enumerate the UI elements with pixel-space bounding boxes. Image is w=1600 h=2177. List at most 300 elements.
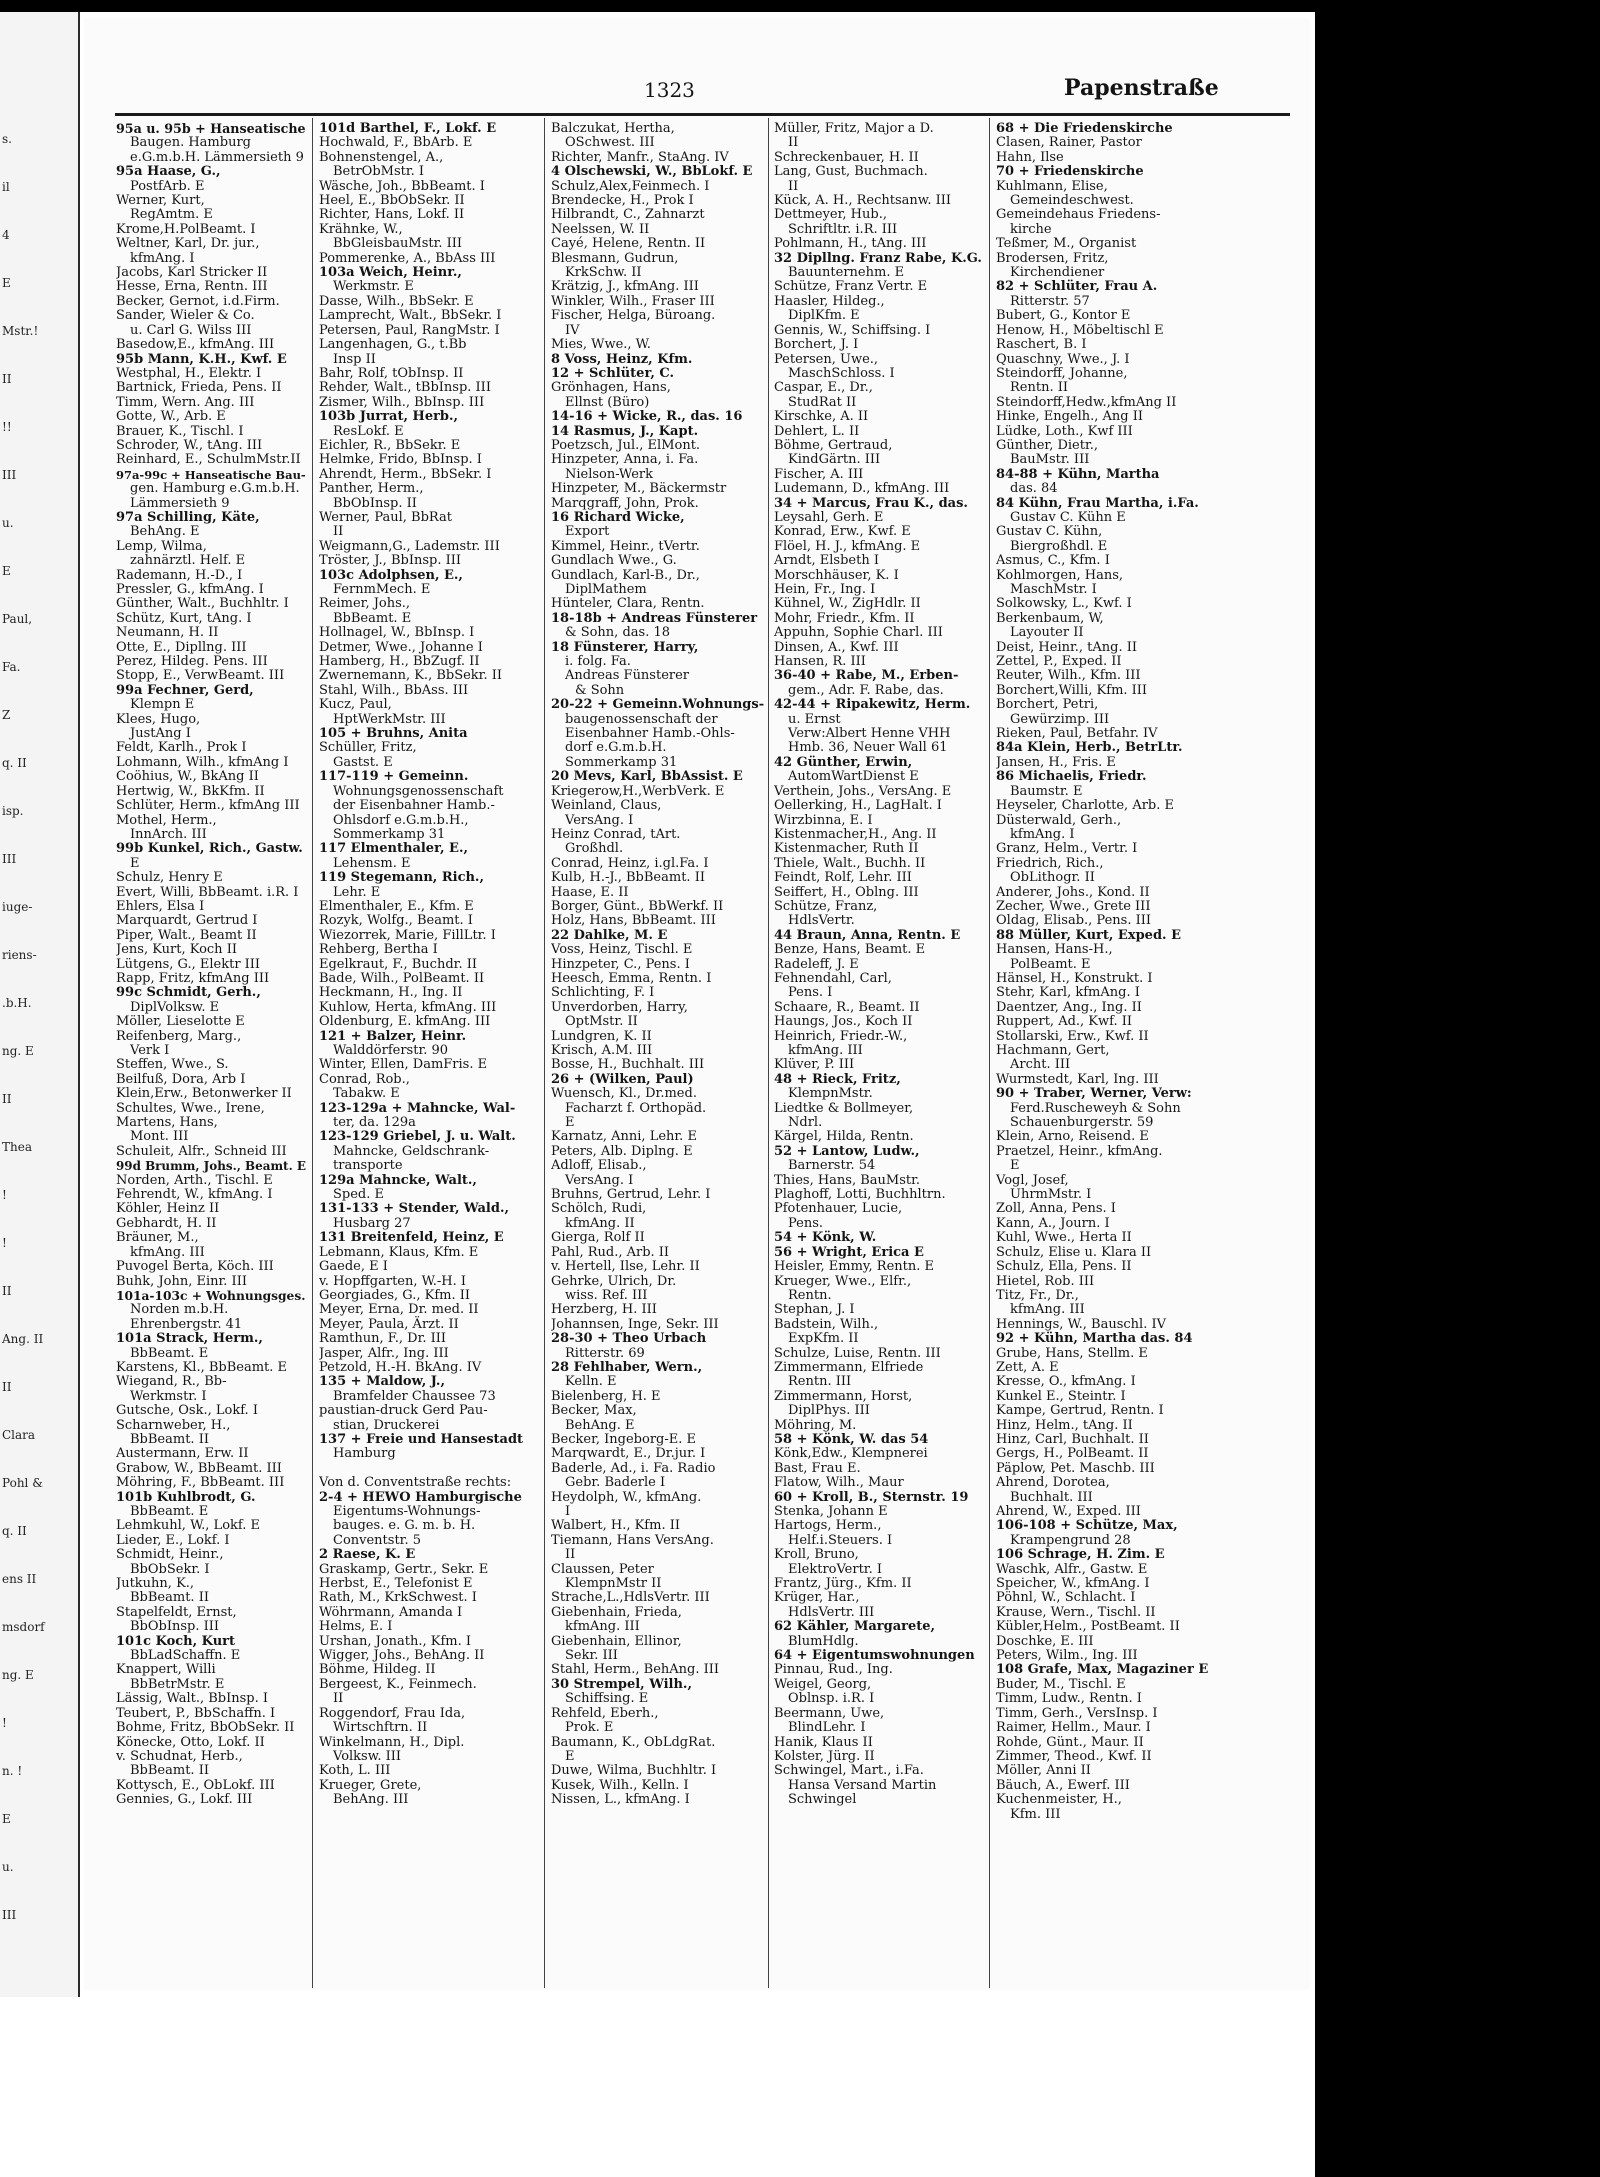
directory-entry: kfmAng. I	[130, 250, 195, 266]
directory-entry: Caspar, E., Dr.,	[774, 380, 873, 396]
directory-entry: 101c Koch, Kurt	[116, 1633, 235, 1649]
directory-entry: Hansen, R. III	[774, 654, 866, 670]
directory-entry: 84a Klein, Herb., BetrLtr.	[996, 740, 1183, 756]
adjacent-page-fragment: s.	[2, 132, 12, 146]
directory-entry: 84 Kühn, Frau Martha, i.Fa.	[996, 495, 1199, 511]
directory-entry: Koth, L. III	[319, 1763, 391, 1779]
directory-entry: Düsterwald, Gerh.,	[996, 812, 1122, 828]
column-1	[116, 122, 306, 1992]
directory-entry: Karnatz, Anni, Lehr. E	[551, 1129, 697, 1145]
directory-entry: Poetzsch, Jul., ElMont.	[551, 437, 701, 453]
directory-entry: Hansen, Hans-H.,	[996, 942, 1113, 958]
directory-entry: 68 + Die Friedenskirche	[996, 122, 1173, 136]
directory-entry: Zettel, P., Exped. II	[996, 654, 1122, 670]
directory-entry: StudRat II	[788, 394, 857, 410]
column-divider	[544, 118, 545, 1988]
directory-entry: Stehr, Karl, kfmAng. I	[996, 985, 1140, 1001]
directory-entry: Eichler, R., BbSekr. E	[319, 437, 461, 453]
directory-entry: Kolster, Jürg. II	[774, 1748, 875, 1764]
directory-entry: Wirzbinna, E. I	[774, 812, 873, 828]
directory-entry: Verk I	[130, 1043, 170, 1058]
directory-entry: Mohr, Friedr., Kfm. II	[774, 610, 915, 626]
directory-entry: Gutsche, Osk., Lokf. I	[116, 1403, 258, 1419]
directory-entry: Kelln. E	[565, 1374, 617, 1390]
directory-entry: ObLithogr. II	[1010, 870, 1095, 886]
directory-entry: Lang, Gust, Buchmach.	[774, 164, 928, 180]
directory-entry: Reimer, Johs.,	[319, 596, 411, 612]
directory-entry: Quaschny, Wwe., J. I	[996, 351, 1130, 367]
directory-entry: Schulz, Elise u. Klara II	[996, 1244, 1152, 1260]
directory-entry: Basedow,E., kfmAng. III	[116, 337, 275, 353]
directory-entry: Norden, Arth., Tischl. E	[116, 1172, 273, 1188]
directory-entry: Meyer, Erna, Dr. med. II	[319, 1302, 479, 1318]
directory-entry: Ahrendt, Herm., BbSekr. I	[319, 466, 492, 482]
directory-entry: Brauer, K., Tischl. I	[116, 423, 244, 439]
directory-entry: Kück, A. H., Rechtsanw. III	[774, 193, 952, 209]
directory-entry: der Eisenbahner Hamb.-	[333, 798, 495, 814]
directory-entry: Bubert, G., Kontor E	[996, 308, 1131, 324]
directory-entry: Feldt, Karlh., Prok I	[116, 740, 247, 756]
directory-entry: Hamberg, H., BbZugf. II	[319, 654, 480, 670]
directory-entry: Nissen, L., kfmAng. I	[551, 1792, 690, 1808]
directory-entry: Oldenburg, E. kfmAng. III	[319, 1014, 491, 1030]
directory-entry: Heckmann, H., Ing. II	[319, 985, 463, 1001]
directory-entry: Zimmermann, Horst,	[774, 1388, 913, 1404]
directory-entry: Insp II	[333, 351, 376, 367]
directory-entry: Walbert, H., Kfm. II	[551, 1518, 680, 1534]
directory-entry: Verthein, Johs., VersAng. E	[774, 783, 952, 799]
directory-entry: u. Ernst	[788, 711, 841, 727]
directory-entry: Bartnick, Frieda, Pens. II	[116, 380, 282, 396]
directory-entry: Gustav C. Kühn,	[996, 524, 1103, 540]
directory-entry: kfmAng. III	[130, 1244, 205, 1260]
directory-entry: Borchert,Willi, Kfm. III	[996, 682, 1148, 698]
directory-entry: Appuhn, Sophie Charl. III	[774, 625, 943, 641]
directory-entry: Wiezorrek, Marie, FillLtr. I	[319, 927, 496, 943]
directory-entry: i. folg. Fa.	[565, 654, 631, 670]
directory-entry: Peters, Alb. Diplng. E	[551, 1143, 693, 1159]
directory-entry: Voss, Heinz, Tischl. E	[551, 942, 693, 958]
directory-entry: Böhme, Gertraud,	[774, 437, 893, 453]
directory-entry: Teubert, P., BbSchaffn. I	[116, 1705, 276, 1721]
directory-entry: Graskamp, Gertr., Sekr. E	[319, 1561, 489, 1577]
directory-entry: Roggendorf, Frau Ida,	[319, 1705, 466, 1721]
directory-entry: 86 Michaelis, Friedr.	[996, 769, 1147, 785]
directory-entry: 42 Günther, Erwin,	[774, 754, 913, 770]
directory-entry: Mothel, Herm.,	[116, 812, 217, 828]
directory-entry: Rieken, Paul, Betfahr. IV	[996, 726, 1158, 742]
directory-entry: JustAng I	[130, 726, 191, 742]
directory-entry: Granz, Helm., Vertr. I	[996, 841, 1138, 857]
directory-entry: 32 Dipllng. Franz Rabe, K.G.	[774, 250, 982, 266]
directory-entry: 117 Elmenthaler, E.,	[319, 841, 468, 857]
directory-entry: Klempn E	[130, 697, 195, 713]
directory-entry: 14 Rasmus, J., Kapt.	[551, 423, 699, 439]
directory-entry: Neelssen, W. II	[551, 221, 650, 237]
directory-entry: v. Schudnat, Herb.,	[116, 1748, 243, 1764]
directory-entry: Schulz, Henry E	[116, 870, 223, 886]
adjacent-page-fragment: isp.	[2, 804, 24, 818]
directory-entry: kfmAng. II	[565, 1215, 635, 1231]
directory-entry: Karstens, Kl., BbBeamt. E	[116, 1359, 288, 1375]
directory-entry: BehAng. E	[565, 1417, 635, 1433]
directory-entry: Steindorff, Johanne,	[996, 365, 1128, 381]
directory-entry: Kirchendiener	[1010, 265, 1105, 281]
directory-entry: 2 Raese, K. E	[319, 1547, 416, 1563]
directory-entry: zahnärztl. Helf. E	[130, 553, 246, 569]
directory-entry: 28-30 + Theo Urbach	[551, 1331, 707, 1347]
directory-entry: Gundlach Wwe., G.	[551, 553, 677, 569]
directory-entry: Lämmersieth 9	[130, 495, 230, 511]
directory-entry: Blesmann, Gudrun,	[551, 250, 679, 266]
directory-entry: Coöhius, W., BkAng II	[116, 769, 259, 785]
directory-entry: Krause, Wern., Tischl. II	[996, 1604, 1156, 1620]
directory-entry: Hinzpeter, M., Bäckermstr	[551, 481, 727, 497]
directory-entry: Bäuch, A., Ewerf. III	[996, 1777, 1130, 1793]
directory-entry: Dasse, Wilh., BbSekr. E	[319, 293, 474, 309]
directory-entry: 117-119 + Gemeinn.	[319, 769, 469, 785]
directory-entry: Möller, Lieselotte E	[116, 1014, 245, 1030]
directory-entry: Schütze, Franz Vertr. E	[774, 279, 928, 295]
directory-entry: 129a Mahncke, Walt.,	[319, 1172, 477, 1188]
directory-entry: Gemeindeschwest.	[1010, 193, 1134, 209]
directory-entry: BbObInsp. III	[130, 1619, 220, 1635]
directory-entry: 103c Adolphsen, E.,	[319, 567, 463, 583]
directory-entry: Kottysch, E., ObLokf. III	[116, 1777, 275, 1793]
directory-entry: Strache,L.,HdlsVertr. III	[551, 1590, 710, 1606]
directory-entry: Ramthun, F., Dr. III	[319, 1331, 447, 1347]
adjacent-page-fragment: II	[2, 1092, 12, 1106]
adjacent-page-fragment: ens II	[2, 1572, 37, 1586]
directory-entry: Schauenburgerstr. 59	[1010, 1115, 1154, 1131]
directory-entry: Kühnel, W., ZigHdlr. II	[774, 596, 921, 612]
adjacent-page-fragment: u.	[2, 1860, 14, 1874]
directory-entry: Stephan, J. I	[774, 1302, 855, 1318]
directory-entry: KlempnMstr II	[565, 1576, 662, 1592]
directory-entry: Anderer, Johs., Kond. II	[996, 884, 1150, 900]
directory-entry: Clasen, Rainer, Pastor	[996, 135, 1142, 151]
directory-entry: Bauunternehm. E	[788, 265, 905, 281]
column-4	[774, 122, 986, 1992]
directory-entry: Haungs, Jos., Koch II	[774, 1014, 913, 1030]
directory-entry: Sommerkamp 31	[565, 754, 678, 770]
directory-entry: Becker, Ingeborg-E. E	[551, 1431, 696, 1447]
directory-entry: Zwernemann, K., BbSekr. II	[319, 668, 503, 684]
directory-entry: gen. Hamburg e.G.m.b.H.	[130, 481, 300, 497]
directory-entry: Schlichting, F. I	[551, 985, 655, 1001]
directory-entry: Lemp, Wilma,	[116, 538, 207, 554]
directory-entry: Marqwardt, E., Dr.jur. I	[551, 1446, 706, 1462]
adjacent-page-fragment: Pohl &	[2, 1476, 43, 1490]
directory-entry: v. Hertell, Ilse, Lehr. II	[551, 1259, 700, 1275]
directory-entry: 123-129a + Mahncke, Wal-	[319, 1100, 516, 1116]
directory-entry: Hollnagel, W., BbInsp. I	[319, 625, 475, 641]
adjacent-page-fragment: Mstr.!	[2, 324, 39, 338]
directory-entry: Kimmel, Heinr., tVertr.	[551, 538, 700, 554]
directory-entry: Gennies, G., Lokf. III	[116, 1792, 253, 1808]
directory-entry: Frantz, Jürg., Kfm. II	[774, 1576, 912, 1592]
directory-entry: MaschMstr. I	[1010, 582, 1097, 597]
directory-entry: Herzberg, H. III	[551, 1302, 657, 1318]
directory-entry: Bielenberg, H. E	[551, 1388, 661, 1404]
directory-entry: 54 + Könk, W.	[774, 1230, 877, 1246]
adjacent-page-fragment: il	[2, 180, 10, 194]
directory-entry: Baderle, Ad., i. Fa. Radio	[551, 1460, 716, 1476]
directory-entry: Lehensm. E	[333, 855, 411, 871]
directory-entry: e.G.m.b.H. Lämmersieth 9	[130, 149, 304, 165]
directory-entry: Schulz, Ella, Pens. II	[996, 1259, 1132, 1275]
directory-entry: Schaare, R., Beamt. II	[774, 999, 920, 1015]
directory-entry: Fehnendahl, Carl,	[774, 970, 892, 986]
directory-entry: Conrad, Rob.,	[319, 1071, 410, 1087]
directory-entry: 105 + Bruhns, Anita	[319, 726, 468, 742]
directory-entry: Krähnke, W.,	[319, 221, 403, 237]
directory-entry: Helf.i.Steuers. I	[788, 1532, 893, 1548]
directory-entry: Lütgens, G., Elektr III	[116, 956, 261, 972]
directory-entry: Kampe, Gertrud, Rentn. I	[996, 1403, 1164, 1419]
adjacent-page-fragment: .b.H.	[2, 996, 32, 1010]
directory-entry: Jutkuhn, K.,	[116, 1576, 195, 1592]
directory-entry: 95a Haase, G.,	[116, 164, 221, 180]
directory-entry: 106-108 + Schütze, Max,	[996, 1518, 1178, 1534]
directory-entry: BlumHdlg.	[788, 1633, 859, 1649]
directory-entry: 58 + Könk, W. das 54	[774, 1431, 929, 1447]
directory-entry: 28 Fehlhaber, Wern.,	[551, 1359, 703, 1375]
directory-entry: ResLokf. E	[333, 423, 404, 439]
directory-entry: Köhler, Heinz II	[116, 1201, 220, 1217]
directory-entry: Pohlmann, H., tAng. III	[774, 236, 927, 252]
directory-entry: Titz, Fr., Dr.,	[996, 1287, 1079, 1303]
directory-entry: Fehrendt, W., kfmAng. I	[116, 1187, 273, 1203]
column-2	[319, 122, 541, 1992]
directory-entry: Reuter, Wilh., Kfm. III	[996, 668, 1141, 684]
directory-entry: Schütze, Franz,	[774, 898, 878, 914]
directory-entry: BetrObMstr. I	[333, 164, 425, 180]
directory-entry: 101a-103c + Wohnungsges.	[116, 1288, 306, 1303]
directory-entry: Bade, Wilh., PolBeamt. II	[319, 970, 485, 986]
directory-entry: Lundgren, K. II	[551, 1028, 652, 1044]
directory-entry: Gergs, H., PolBeamt. II	[996, 1446, 1149, 1462]
directory-entry: das. 84	[1010, 481, 1058, 497]
directory-entry: Holz, Hans, BbBeamt. III	[551, 913, 716, 929]
directory-entry: Dettmeyer, Hub.,	[774, 207, 887, 223]
directory-entry: Schultes, Wwe., Irene,	[116, 1100, 265, 1116]
directory-entry: Arndt, Elsbeth I	[774, 553, 879, 569]
directory-entry: Langenhagen, G., t.Bb	[319, 337, 467, 353]
directory-entry: 30 Strempel, Wilh.,	[551, 1676, 692, 1692]
directory-entry: Flöel, H. J., kfmAng. E	[774, 538, 921, 554]
directory-entry: Liedtke & Bollmeyer,	[774, 1100, 914, 1116]
directory-entry: Zoll, Anna, Pens. I	[996, 1201, 1116, 1217]
directory-entry: 131 Breitenfeld, Heinz, E	[319, 1230, 504, 1246]
directory-entry: Verw:Albert Henne VHH	[788, 726, 951, 742]
directory-entry: Ferd.Ruscheweyh & Sohn	[1010, 1100, 1181, 1116]
directory-entry: Baumann, K., ObLdgRat.	[551, 1734, 716, 1750]
directory-entry: 101a Strack, Herm.,	[116, 1331, 263, 1347]
adjacent-page-fragment: u.	[2, 516, 14, 530]
directory-entry: Lehr. E	[333, 884, 381, 900]
directory-entry: Ritterstr. 69	[565, 1345, 645, 1361]
directory-entry: Evert, Willi, BbBeamt. i.R. I	[116, 884, 299, 900]
directory-entry	[319, 1462, 541, 1476]
directory-entry: Gemeindehaus Friedens-	[996, 207, 1161, 223]
directory-entry: Fischer, Helga, Büroang.	[551, 308, 716, 324]
directory-entry: gem., Adr. F. Rabe, das.	[788, 682, 944, 698]
directory-entry: Seiffert, H., Oblng. III	[774, 884, 919, 900]
directory-entry: Heel, E., BbObSekr. II	[319, 193, 465, 209]
adjacent-page-fragment: n. !	[2, 1764, 23, 1778]
directory-entry: Heinrich, Friedr.-W.,	[774, 1028, 908, 1044]
directory-entry: Westphal, H., Elektr. I	[116, 365, 262, 381]
directory-entry: Ohlsdorf e.G.m.b.H.,	[333, 812, 469, 828]
directory-entry: Hinzpeter, Anna, i. Fa.	[551, 452, 699, 468]
directory-entry: Barnerstr. 54	[788, 1158, 876, 1174]
adjacent-page-fragment: Clara	[2, 1428, 36, 1442]
directory-entry: Hünteler, Clara, Rentn.	[551, 596, 705, 612]
directory-entry: Rapp, Fritz, kfmAng III	[116, 970, 270, 986]
directory-entry: Von d. Conventstraße rechts:	[319, 1475, 512, 1491]
adjacent-page-strip	[0, 12, 80, 1997]
directory-entry: VersAng. I	[565, 812, 634, 828]
directory-entry: Klein, Arno, Reisend. E	[996, 1129, 1149, 1145]
directory-entry: Gewürzimp. III	[1010, 711, 1110, 727]
directory-entry: Marquardt, Gertrud I	[116, 913, 258, 929]
directory-entry: Piper, Walt., Beamt II	[116, 927, 257, 943]
directory-entry: Schuleit, Alfr., Schneid III	[116, 1143, 287, 1159]
directory-entry: Könecke, Otto, Lokf. II	[116, 1734, 265, 1750]
directory-entry: Schriftltr. i.R. III	[788, 221, 898, 237]
directory-entry: Stapelfeldt, Ernst,	[116, 1604, 237, 1620]
directory-entry: Richter, Hans, Lokf. II	[319, 207, 465, 223]
directory-entry: Baumstr. E	[1010, 783, 1083, 799]
directory-entry: Klüver, P. III	[774, 1057, 855, 1073]
directory-entry: Ehlers, Elsa I	[116, 898, 205, 914]
directory-entry: Buhk, John, Einr. III	[116, 1273, 247, 1289]
directory-entry: Giebenhain, Frieda,	[551, 1604, 682, 1620]
directory-entry: Schulze, Luise, Rentn. III	[774, 1345, 941, 1361]
directory-entry: 99b Kunkel, Rich., Gastw.	[116, 841, 303, 857]
directory-entry: BehAng. E	[130, 524, 200, 540]
directory-entry: DiplPhys. III	[788, 1403, 870, 1419]
adjacent-page-fragment: Z	[2, 708, 11, 722]
directory-entry: 62 Kähler, Margarete,	[774, 1619, 936, 1635]
directory-entry: Bergeest, K., Feinmech.	[319, 1676, 477, 1692]
directory-entry: kfmAng. III	[565, 1619, 640, 1635]
directory-entry: Hanik, Klaus II	[774, 1734, 873, 1750]
directory-page	[84, 18, 1310, 1990]
directory-entry: Möhring, M.	[774, 1417, 857, 1433]
directory-entry: Kann, A., Journ. I	[996, 1215, 1110, 1231]
directory-entry: 131-133 + Stender, Wald.,	[319, 1201, 510, 1217]
directory-entry: Klees, Hugo,	[116, 711, 201, 727]
directory-entry: BbBeamt. E	[333, 610, 412, 626]
directory-entry: Rehder, Walt., tBbInsp. III	[319, 380, 491, 396]
adjacent-page-fragment: iuge-	[2, 900, 33, 914]
directory-entry: Plaghoff, Lotti, Buchhltrn.	[774, 1187, 946, 1203]
directory-entry: Ellnst (Büro)	[565, 394, 650, 410]
directory-entry: Reifenberg, Marg.,	[116, 1028, 242, 1044]
street-title: Papenstraße	[1064, 75, 1219, 101]
directory-entry: Baugen. Hamburg	[130, 135, 251, 151]
directory-entry: Ludemann, D., kfmAng. III	[774, 481, 950, 497]
directory-entry: Günther, Walt., Buchhltr. I	[116, 596, 289, 612]
directory-entry: Wirtschftrn. II	[333, 1720, 428, 1736]
directory-entry: Bräuner, M.,	[116, 1230, 199, 1246]
directory-entry: 2-4 + HEWO Hamburgische	[319, 1489, 522, 1505]
directory-entry: 119 Stegemann, Rich.,	[319, 870, 484, 886]
directory-entry: Hesse, Erna, Rentn. III	[116, 279, 268, 295]
directory-entry: Heyseler, Charlotte, Arb. E	[996, 798, 1174, 814]
directory-entry: Benze, Hans, Beamt. E	[774, 942, 926, 958]
directory-entry: Badstein, Wilh.,	[774, 1316, 879, 1332]
directory-entry: Wigger, Johs., BehAng. II	[319, 1648, 485, 1664]
adjacent-page-fragment: q. II	[2, 1524, 27, 1538]
directory-entry: Krampengrund 28	[1010, 1532, 1131, 1548]
directory-entry: Johannsen, Inge, Sekr. III	[551, 1316, 719, 1332]
directory-entry: Schlüter, Herm., kfmAng III	[116, 798, 300, 814]
directory-entry: BbBeamt. E	[130, 1345, 209, 1361]
directory-entry: RegAmtm. E	[130, 207, 213, 223]
adjacent-page-fragment: riens-	[2, 948, 37, 962]
directory-entry: Reinhard, E., SchulmMstr.II	[116, 452, 301, 468]
directory-entry: Richter, Manfr., StaAng. IV	[551, 149, 729, 165]
directory-entry: Flatow, Wilh., Maur	[774, 1475, 904, 1491]
directory-entry: Dehlert, L. II	[774, 423, 860, 439]
column-5	[996, 122, 1210, 1992]
directory-entry: Duwe, Wilma, Buchhltr. I	[551, 1763, 717, 1779]
directory-entry: Gebhardt, H. II	[116, 1215, 217, 1231]
directory-entry: Oellerking, H., LagHalt. I	[774, 798, 942, 814]
adjacent-page-fragment: II	[2, 1284, 12, 1298]
directory-entry: Eigentums-Wohnungs-	[333, 1504, 481, 1519]
directory-entry: 4 Olschewski, W., BbLokf. E	[551, 164, 753, 180]
directory-entry: Stenka, Johann E	[774, 1504, 888, 1519]
adjacent-page-fragment: q. II	[2, 756, 27, 770]
directory-entry: Rentn. III	[788, 1374, 852, 1390]
directory-entry: HdlsVertr. III	[788, 1604, 875, 1620]
directory-entry: Ahrend, Dorotea,	[996, 1475, 1110, 1491]
directory-entry: Schölch, Rudi,	[551, 1201, 647, 1217]
directory-entry: Schwingel, Mart., i.Fa.	[774, 1763, 924, 1779]
directory-entry: PolBeamt. E	[1010, 956, 1091, 972]
directory-entry: Kroll, Bruno,	[774, 1547, 859, 1563]
column-divider	[312, 118, 313, 1988]
directory-entry: Wiegand, R., Bb-	[116, 1374, 227, 1390]
directory-entry: Hietel, Rob. III	[996, 1273, 1095, 1289]
directory-entry: 18-18b + Andreas Fünsterer	[551, 610, 758, 626]
directory-entry: II	[565, 1547, 576, 1563]
directory-entry: Thies, Hans, BauMstr.	[774, 1172, 921, 1188]
directory-entry: Andreas Fünsterer	[565, 668, 690, 684]
directory-entry: Mies, Wwe., W.	[551, 337, 651, 353]
directory-entry: Lüdke, Loth., Kwf III	[996, 423, 1133, 439]
directory-entry: Conventstr. 5	[333, 1532, 421, 1548]
directory-entry: Asmus, C., Kfm. I	[996, 553, 1110, 569]
directory-entry: Urshan, Jonath., Kfm. I	[319, 1633, 472, 1649]
directory-entry: Petersen, Paul, RangMstr. I	[319, 322, 500, 338]
adjacent-page-fragment: E	[2, 276, 11, 290]
directory-entry: 90 + Traber, Werner, Verw:	[996, 1086, 1192, 1102]
directory-entry: Winter, Ellen, DamFris. E	[319, 1057, 488, 1073]
directory-entry: kirche	[1010, 221, 1052, 237]
directory-entry: Facharzt f. Orthopäd.	[565, 1100, 707, 1116]
directory-entry: Martens, Hans,	[116, 1115, 218, 1131]
directory-entry: Daentzer, Ang., Ing. II	[996, 999, 1142, 1015]
directory-entry: Elmenthaler, E., Kfm. E	[319, 898, 474, 914]
adjacent-page-fragment: msdorf	[2, 1620, 45, 1634]
directory-entry: IV	[565, 322, 580, 338]
directory-entry: Layouter II	[1010, 625, 1084, 641]
